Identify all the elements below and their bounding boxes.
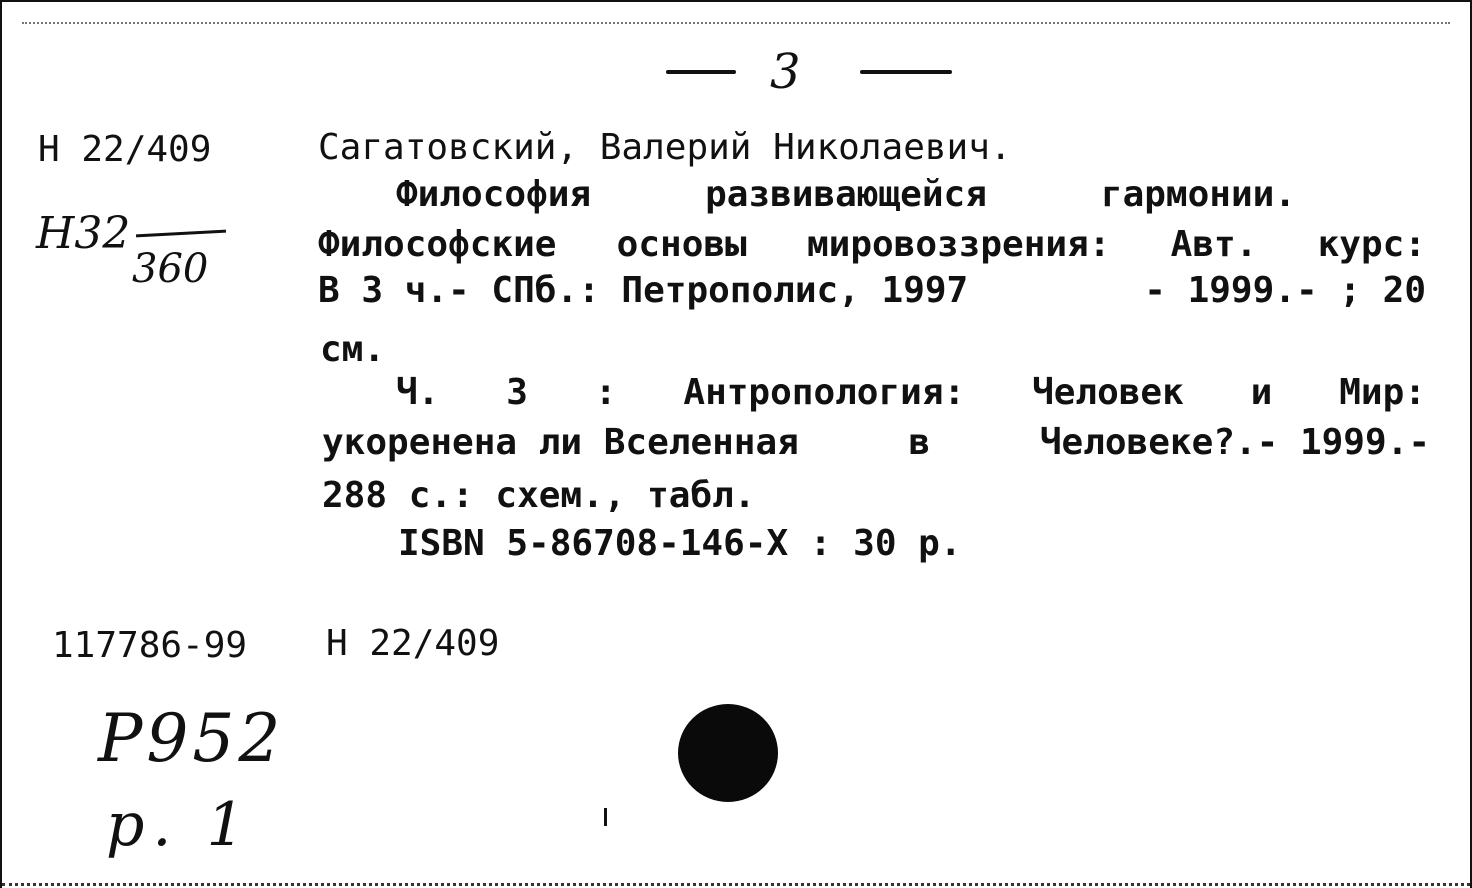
title-word: курс: [1317, 224, 1426, 265]
accession-shelfmark: Н 22/409 [326, 623, 500, 664]
part-word: Ч. [396, 372, 440, 413]
title-line-4: см. [320, 329, 386, 370]
title-word: основы [616, 224, 747, 265]
part-line-2 [322, 422, 1430, 463]
part-word: в [908, 422, 931, 463]
part-line-1 [396, 372, 1426, 413]
part-word: : [594, 372, 617, 413]
page-number: 3 [770, 44, 801, 100]
title-line-3 [318, 270, 1426, 311]
part-word: Человек [1032, 372, 1184, 413]
left-dash [666, 70, 736, 74]
right-dash [860, 70, 952, 74]
part-word: Антропология: [683, 372, 966, 413]
bottom-edge-dots [2, 883, 1470, 886]
title-word: Авт. [1170, 224, 1258, 265]
title-word: гармонии. [1100, 174, 1296, 215]
title-line-2 [318, 224, 1426, 265]
isbn-line: ISBN 5-86708-146-X : 30 р. [398, 523, 962, 564]
top-edge-dots [22, 22, 1450, 24]
title-word: мировоззрения: [806, 224, 1111, 265]
part-word: Мир: [1339, 372, 1426, 413]
handwritten-class-numerator: Н32 [36, 208, 131, 259]
punch-hole [678, 704, 778, 802]
part-word: 3 [506, 372, 528, 413]
title-word: Философия [396, 174, 592, 215]
part-word: и [1250, 372, 1273, 413]
handwritten-note-1: P952 [98, 700, 285, 777]
title-word: развивающейся [705, 174, 987, 215]
title-line-1 [396, 174, 1296, 215]
shelfmark: Н 22/409 [38, 129, 212, 170]
handwritten-note-2: p. 1 [106, 790, 253, 860]
part-line-3: 288 с.: схем., табл. [322, 475, 756, 516]
stray-mark [604, 808, 607, 826]
part-word: укоренена ли Вселенная [322, 422, 799, 463]
handwritten-class-denominator: 360 [132, 246, 209, 292]
imprint-part: - 1999.- ; 20 [1144, 270, 1426, 311]
page-number-mark [642, 44, 962, 108]
fraction-line [136, 230, 226, 238]
author-heading: Сагатовский, Валерий Николаевич. [318, 127, 1012, 168]
part-word: Человеке?.- 1999.- [1039, 422, 1430, 463]
title-word: Философские [318, 224, 557, 265]
accession-number: 117786-99 [52, 625, 248, 666]
imprint-part: В 3 ч.- СПб.: Петрополис, 1997 [318, 270, 969, 311]
